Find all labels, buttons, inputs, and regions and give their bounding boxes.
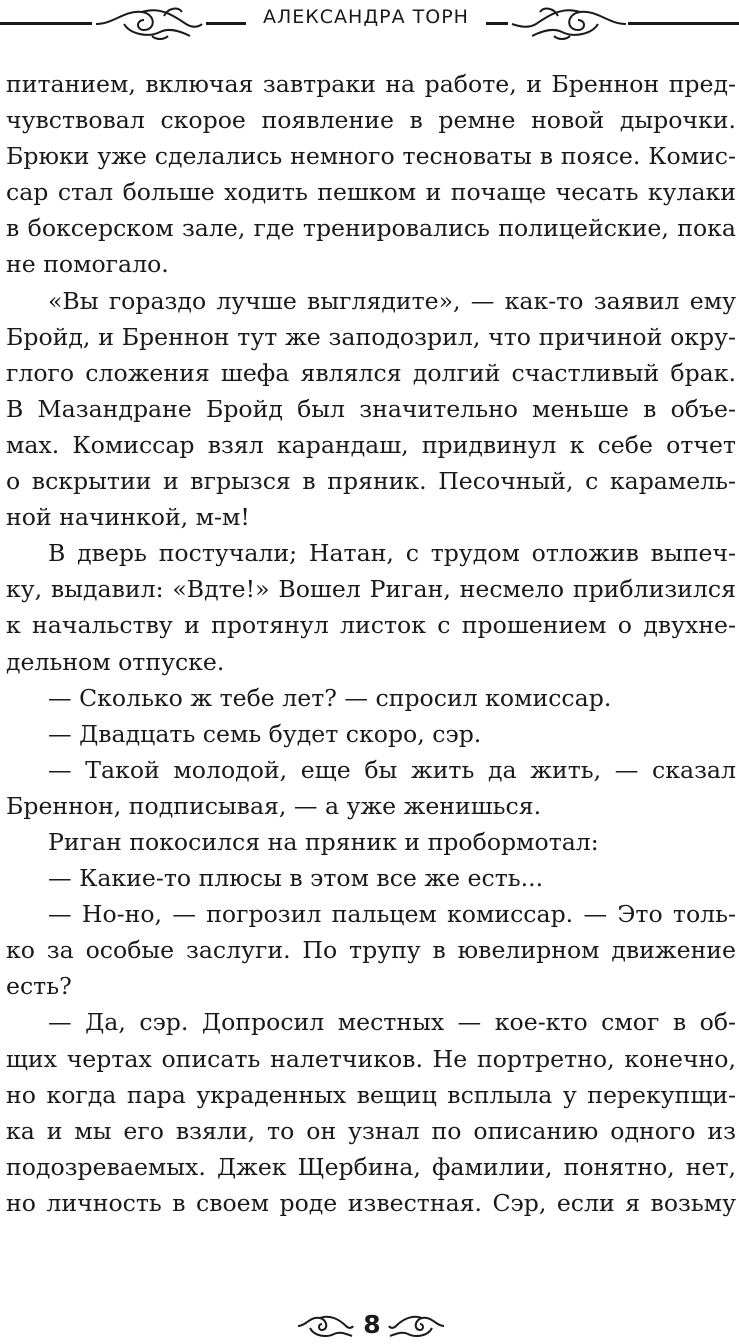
text-line: подозреваемых. Джек Щербина, фамилии, понятно, нет, bbox=[6, 1152, 736, 1181]
text-line: ка и мы его взяли, то он узнал по описанию одного из bbox=[6, 1116, 736, 1145]
text-line: щих чертах описать налетчиков. Не портретно, конечно, bbox=[6, 1044, 736, 1073]
text-line: о вскрытии и вгрызся в пряник. Песочный, с карамель- bbox=[6, 467, 736, 496]
text-line: в боксерском зале, где тренировались полицейские, пока bbox=[6, 214, 736, 243]
text-line: Бреннон, подписывая, — а уже женишься. bbox=[6, 791, 542, 820]
text-line: Бройд, и Бреннон тут же заподозрил, что причиной окру- bbox=[6, 322, 736, 351]
header-rule-right bbox=[628, 22, 739, 25]
footer-ornament-right-icon bbox=[388, 1312, 446, 1340]
text-line: Брюки уже сделались немного тесноваты в поясе. Комис- bbox=[6, 142, 736, 171]
page-footer bbox=[0, 1306, 739, 1344]
text-line: сар стал больше ходить пешком и почаще чесать кулаки bbox=[6, 178, 736, 207]
page-header bbox=[0, 0, 739, 44]
text-line: — Сколько ж тебе лет? — спросил комиссар. bbox=[48, 683, 612, 712]
text-line: «Вы гораздо лучше выглядите», — как-то заявил ему bbox=[48, 286, 736, 315]
text-line: дельном отпуске. bbox=[6, 647, 225, 676]
text-line: к начальству и протянул листок с прошением о двухне- bbox=[6, 611, 736, 640]
text-line: Риган покосился на пряник и пробормотал: bbox=[48, 827, 599, 856]
text-line: — Какие-то плюсы в этом все же есть... bbox=[48, 864, 544, 893]
ornament-left-icon bbox=[94, 2, 204, 42]
page-number: 8 bbox=[363, 1310, 381, 1339]
text-line: ной начинкой, м-м! bbox=[6, 503, 250, 532]
text-line: В Мазандране Бройд был значительно меньше в объе- bbox=[6, 394, 736, 423]
text-line: но когда пара украденных вещиц всплыла у перекупщи- bbox=[6, 1080, 736, 1109]
text-line: — Но-но, — погрозил пальцем комиссар. — Это толь- bbox=[48, 900, 736, 929]
header-rule-left bbox=[0, 22, 92, 25]
text-line: мах. Комиссар взял карандаш, придвинул к себе отчет bbox=[6, 430, 736, 459]
header-rule-right-inner bbox=[486, 22, 508, 25]
text-line: ко за особые заслуги. По трупу в ювелирном движение bbox=[6, 936, 736, 965]
text-line: ку, выдавил: «Вдте!» Вошел Риган, несмело приблизился bbox=[6, 575, 736, 604]
text-line: но личность в своем роде известная. Сэр, если я возьму bbox=[6, 1188, 736, 1217]
text-line: питанием, включая завтраки на работе, и Бреннон пред- bbox=[6, 70, 736, 98]
text-line: — Да, сэр. Допросил местных — кое-кто смог в об- bbox=[48, 1008, 736, 1037]
footer-ornament-left-icon bbox=[296, 1312, 354, 1340]
text-line: чувствовал скорое появление в ремне новой дырочки. bbox=[6, 106, 736, 135]
text-line: — Двадцать семь будет скоро, сэр. bbox=[48, 719, 482, 748]
text-line: В дверь постучали; Натан, с трудом отложив выпеч- bbox=[48, 539, 736, 568]
text-line: — Такой молодой, еще бы жить да жить, — сказал bbox=[48, 755, 736, 784]
text-line: не помогало. bbox=[6, 250, 169, 279]
running-title: АЛЕКСАНДРА ТОРН bbox=[263, 6, 469, 28]
text-line: есть? bbox=[6, 972, 72, 1001]
header-rule-left-inner bbox=[206, 22, 246, 25]
ornament-right-icon bbox=[510, 2, 628, 42]
page-text bbox=[6, 66, 736, 1221]
text-line: глого сложения шефа являлся долгий счастливый брак. bbox=[6, 358, 736, 387]
